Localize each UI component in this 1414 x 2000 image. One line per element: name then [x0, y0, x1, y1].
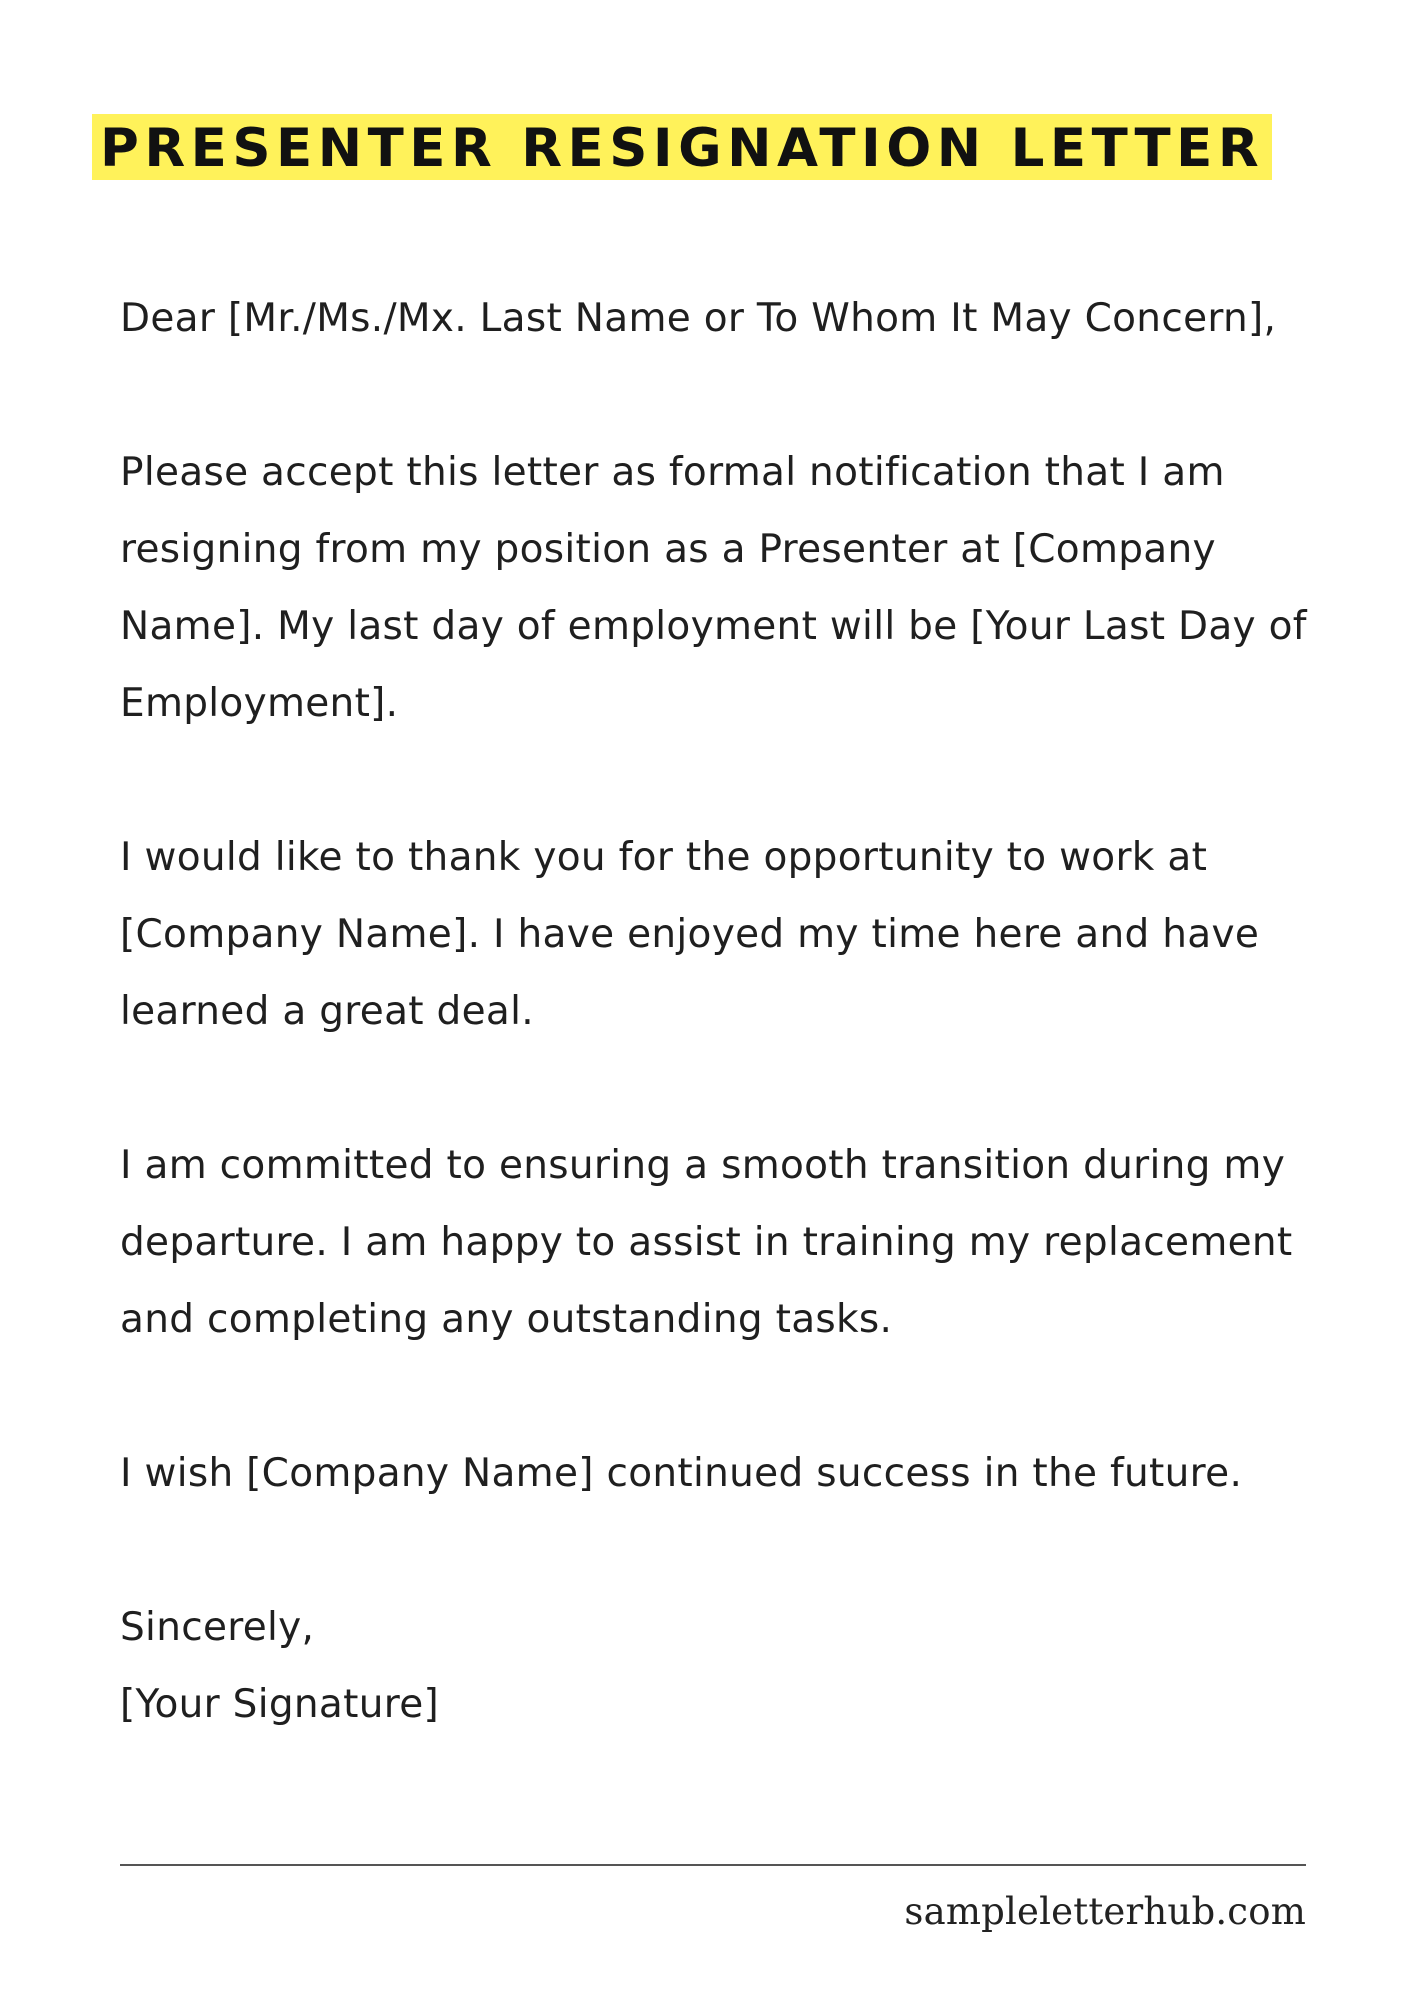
salutation: Dear [Mr./Ms./Mx. Last Name or To Whom It May Concern], [120, 296, 1277, 341]
footer-website: sampleletterhub.com [904, 1890, 1306, 1933]
footer-divider [120, 1864, 1306, 1866]
closing: Sincerely, [120, 1605, 315, 1650]
page-title: PRESENTER RESIGNATION LETTER [100, 117, 1265, 179]
paragraph-well-wishes: I wish [Company Name] continued success in the future. [120, 1451, 1243, 1496]
paragraph-resignation-notice: Please accept this letter as formal notification that I am resigning from my position as a Presenter at [Company Name]. My last day of employment will be [Your Last Day of Employment]. [120, 450, 1307, 726]
paragraph-transition: I am committed to ensuring a smooth transition during my departure. I am happy to assist in training my replacement and completing any outstanding tasks. [120, 1143, 1293, 1342]
paragraph-thanks: I would like to thank you for the opportunity to work at [Company Name]. I have enjoyed my time here and have learned a great deal. [120, 835, 1260, 1034]
title-highlight [92, 114, 1272, 180]
letter-body [120, 280, 1370, 1743]
signature-placeholder: [Your Signature] [120, 1682, 440, 1727]
